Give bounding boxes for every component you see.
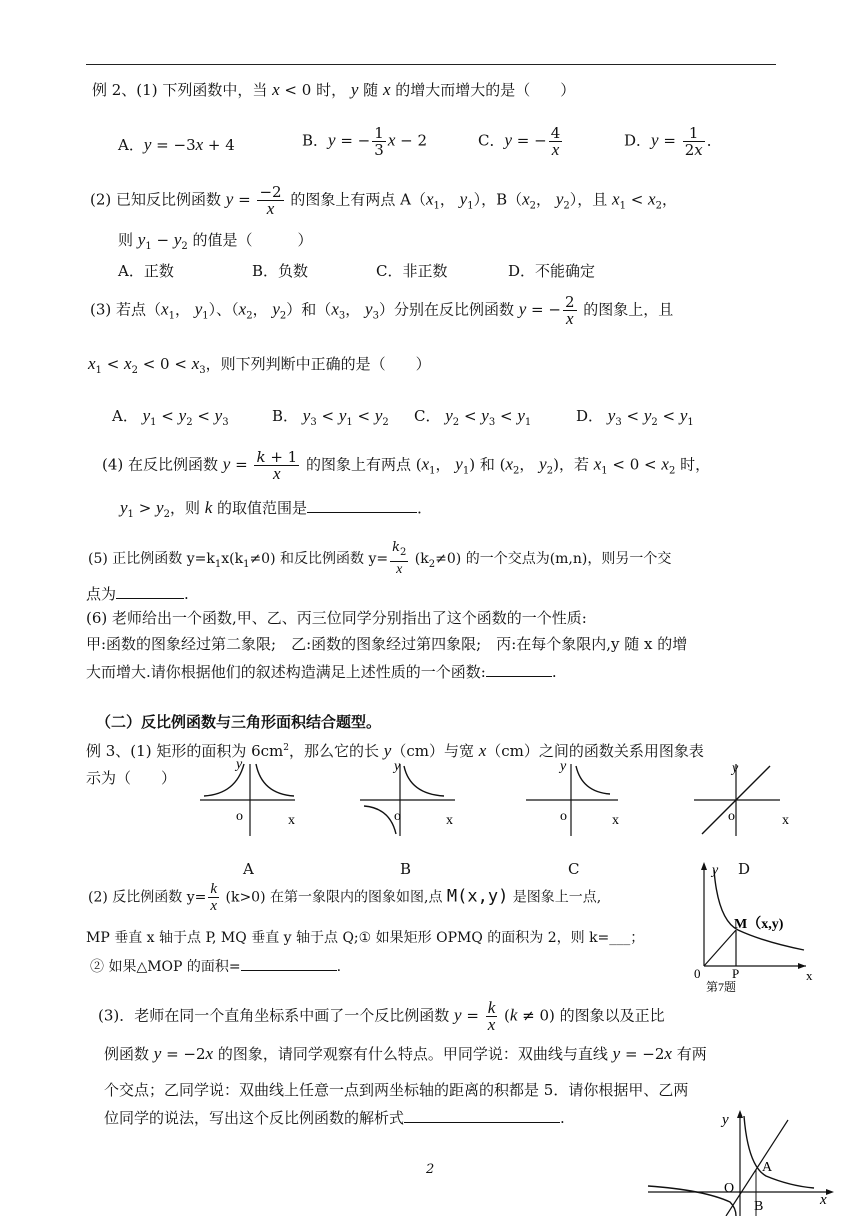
ex2-q4-line2: $y_1 > y_2$，则 k 的取值范围是 ．	[120, 498, 433, 520]
axis-x-label: x	[612, 813, 619, 828]
ex2-q2-option-b: B．负数	[252, 262, 309, 280]
axis-y-label: y	[732, 761, 739, 776]
graph-b	[360, 758, 470, 838]
axis-y-label: y	[560, 759, 567, 774]
axis-y-label: y	[722, 1112, 729, 1128]
ex2-q2-line1: (2) 已知反比例函数 y = $\frac{-2}{x}$ 的图象上有两点 $A(x_1$， $y_1$），$B(x_2$， $y_2$），且 $x_1 < x_2$，	[90, 183, 677, 218]
header-rule	[86, 64, 776, 65]
ex2-q3-option-b: B． $y_3 < y_1 < y_2$	[272, 406, 389, 428]
axis-x-label: x	[806, 968, 813, 983]
figure-ab	[644, 1106, 844, 1216]
ex2-q6-line3: 大而增大.请你根据他们的叙述构造满足上述性质的一个函数: .	[86, 663, 557, 681]
ex3-q1-line1: 例 3、(1) 矩形的面积为 $6cm^2$，那么它的长 y（cm）与宽 x（cm）之间的函数关系用图象表	[86, 741, 704, 760]
graph-c	[526, 758, 636, 838]
ex2-q3-option-a: A． $y_1 < y_2 < y_3$	[112, 406, 229, 428]
ex2-q3-line1: (3) 若点（$x_1$， $y_1$）、（$x_2$， $y_2$）和（$x_3$， $y_3$）分别在反比例函数 y = − $\frac{2}{x}$ 的图象上，且	[90, 293, 674, 328]
origin-label: o	[560, 809, 567, 824]
ex3-q2-line3: ② 如果△MOP 的面积= .	[90, 956, 341, 977]
ex3-q2-line2: MP 垂直 x 轴于点 P, MQ 垂直 y 轴于点 Q;① 如果矩形 OPMQ 的面积为 2，则 k=___；	[86, 930, 645, 946]
ex3-q1-line2: 示为（ ）	[86, 769, 177, 787]
ex2-q3-line2: $x_1 < x_2 < 0 < x_3$，则下列判断中正确的是（ ）	[88, 354, 431, 376]
graph-a	[200, 758, 310, 838]
ex3-q3-line4: 位同学的说法，写出这个反比例函数的解析式 .	[104, 1109, 565, 1127]
ex3-q3-line3: 个交点；乙同学说：双曲线上任意一点到两坐标轴的距离的积都是 5．请你根据甲、乙两	[104, 1081, 689, 1099]
axis-x-label: x	[288, 813, 295, 828]
figure-7	[694, 858, 818, 998]
ex2-q1-option-c: C．y = − $\frac{4}{x}$	[478, 124, 561, 159]
origin-label: o	[728, 809, 735, 824]
ex2-q1: 例 2、(1) 下列函数中，当 x < 0 时， y 随 x 的增大而增大的是（ ）	[92, 80, 576, 99]
ex3-q3-line2: 例函数 y = −2x 的图象，请同学观察有什么特点。甲同学说：双曲线与直线 y = −2x 有两	[104, 1044, 707, 1063]
ex2-q2-option-d: D．不能确定	[508, 262, 596, 280]
page-number: 2	[426, 1162, 435, 1177]
ex2-q6-line2: 甲:函数的图象经过第二象限; 乙:函数的图象经过第四象限; 丙:在每个象限内,y 随 x 的增	[86, 635, 688, 653]
axis-y-label: y	[394, 759, 401, 774]
ex2-q1-option-d: D．y = $\frac{1}{2x}$ ．	[624, 124, 722, 159]
graph-a-label: A	[243, 860, 254, 878]
graph-c-label: C	[568, 860, 580, 878]
axis-y-label: y	[712, 863, 719, 878]
point-m-label: M（x,y)	[734, 917, 784, 932]
origin-label: 0	[694, 966, 701, 981]
axis-x-label: x	[782, 813, 789, 828]
ex2-q1-option-b: B．y = − $\frac{1}{3}$ x − 2	[302, 124, 428, 159]
ex2-q4-line1: (4) 在反比例函数 y = $\frac{k + 1}{x}$ 的图象上有两点 ($x_1$， $y_1$) 和 ($x_2$， $y_2$)，若 $x_1 < 0 < x_2$ 时，	[102, 448, 711, 483]
ex2-q6-line1: (6) 老师给出一个函数,甲、乙、丙三位同学分别指出了这个函数的一个性质:	[86, 609, 587, 627]
ex2-q3-option-c: C． $y_2 < y_3 < y_1$	[414, 406, 532, 428]
ex2-q2-line2: 则 $y_1 - y_2$ 的值是（ ）	[118, 230, 313, 252]
graph-b-label: B	[400, 860, 412, 878]
ex2-q2-option-c: C．非正数	[376, 262, 448, 280]
ex2-q5-line2: 点为 .	[86, 585, 189, 603]
ex2-q5-line1: (5) 正比例函数 $y=k_1x(k_1\ne 0)$ 和反比例函数 y= $\frac{k_2}{x}$ $(k_2\ne 0)$ 的一个交点为(m,n)，则另一个交	[88, 540, 672, 577]
graph-d-label: D	[738, 860, 751, 878]
ex2-q3-option-d: D． $y_3 < y_2 < y_1$	[576, 406, 694, 428]
figure-caption: 第7题	[706, 980, 737, 994]
section-2-title: （二）反比例函数与三角形面积结合题型。	[96, 713, 382, 731]
axis-x-label: x	[446, 813, 453, 828]
origin-label: O	[724, 1181, 735, 1196]
origin-label: o	[394, 809, 401, 824]
point-b-label: B	[754, 1199, 764, 1214]
ex2-q2-option-a: A．正数	[118, 262, 174, 280]
ex2-q1-option-a: A．y = −3x + 4	[118, 135, 235, 154]
ex3-q3-line1: (3)．老师在同一个直角坐标系中画了一个反比例函数 y = $\frac{k}{x}$ (k ≠ 0) 的图象以及正比	[98, 998, 665, 1034]
point-p-label: P	[732, 966, 740, 981]
axis-y-label: y	[236, 757, 243, 772]
ex3-q2-line1: (2) 反比例函数 y= $\frac{k}{x}$ (k>0) 在第一象限内的图象如图,点 M(x,y) 是图象上一点,	[88, 881, 602, 914]
graph-d	[694, 758, 804, 838]
point-a-label: A	[762, 1160, 773, 1175]
axis-x-label: x	[820, 1192, 827, 1208]
origin-label: o	[236, 809, 243, 824]
